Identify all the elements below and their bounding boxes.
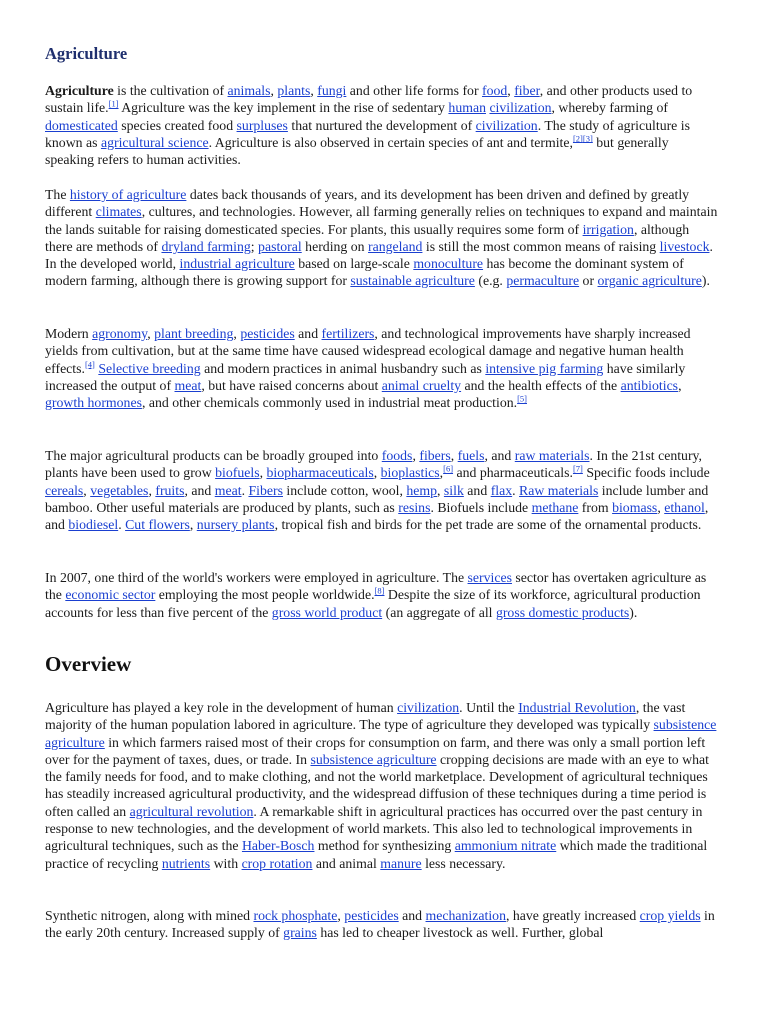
wiki-link[interactable]: methane xyxy=(531,499,579,515)
body-text: , have greatly increased xyxy=(505,908,640,923)
wiki-link[interactable]: intensive pig farming xyxy=(485,360,604,376)
wiki-link[interactable]: fruits xyxy=(155,482,185,498)
body-text: , tropical fish and birds for the pet trade are some of the ornamental products. xyxy=(274,517,702,533)
citation-superscript xyxy=(517,394,527,404)
wiki-link[interactable]: civilization xyxy=(489,100,552,116)
body-text: . Agriculture is also observed in certain species of ant and termite, xyxy=(208,134,573,150)
body-text: , xyxy=(439,465,444,481)
body-text: method for synthesizing xyxy=(314,838,455,854)
wiki-link[interactable]: ethanol xyxy=(664,499,705,515)
body-text: have similarly increased the output of xyxy=(45,360,686,393)
wiki-link[interactable]: biofuels xyxy=(215,465,260,481)
body-text: . Biofuels include xyxy=(430,499,532,515)
wiki-link[interactable]: ammonium nitrate xyxy=(454,838,557,854)
body-text: (e.g. xyxy=(474,273,507,289)
wiki-link[interactable]: industrial agriculture xyxy=(179,256,295,272)
citation-link[interactable]: [6] xyxy=(443,463,454,474)
body-text: Specific foods include xyxy=(582,465,710,481)
body-text: The xyxy=(45,187,70,202)
body-text: , and other chemicals commonly used in industrial meat production. xyxy=(141,395,518,411)
wiki-link[interactable]: raw materials xyxy=(514,448,590,463)
wiki-link[interactable]: nutrients xyxy=(161,855,211,871)
citation-link[interactable]: [4] xyxy=(84,359,95,369)
body-text: dates back thousands of years, and its development has been driven and defined by greatly different xyxy=(45,187,690,220)
body-text: in which farmers raised most of their crops for consumption on farm, and there was only a small portion left over for the payment of taxes, dues, or trade. In xyxy=(45,734,706,767)
citation-link[interactable]: [2] xyxy=(572,133,583,144)
body-text: , xyxy=(450,448,458,463)
wiki-link[interactable]: plant breeding xyxy=(154,326,234,341)
body-text: , xyxy=(337,908,345,923)
body-text: is still the most common means of raising xyxy=(422,238,660,254)
wiki-link[interactable]: Fibers xyxy=(248,482,283,498)
citation-link[interactable]: [3] xyxy=(582,133,593,144)
wiki-link[interactable]: human xyxy=(448,100,486,116)
wiki-link[interactable]: pesticides xyxy=(240,326,295,341)
body-text: , cultures, and technologies. However, all farming generally relies on techniques to expand and maintain the lands suitable for raising domesticated species. For plants, this usually requires some form of xyxy=(45,204,718,237)
wiki-link[interactable]: fiber xyxy=(514,83,540,98)
body-text: from xyxy=(578,499,613,515)
body-text: . The study of agriculture is known as xyxy=(45,117,690,150)
body-text: with xyxy=(210,855,242,871)
body-text: . A remarkable shift in agricultural practices has occurred over the past century in response to new technologies, and the development of world markets. This also led to technological improvements in agricultural techniques, such as the xyxy=(45,803,703,854)
body-text: . In the developed world, xyxy=(45,238,713,272)
wiki-link[interactable]: irrigation xyxy=(582,221,634,237)
body-text: , xyxy=(657,499,665,515)
body-text: has become the dominant system of modern farming, although there is growing support for xyxy=(45,256,684,289)
wiki-link[interactable]: agronomy xyxy=(92,326,148,341)
article-title: Agriculture xyxy=(45,44,128,63)
wiki-link[interactable]: animals xyxy=(227,83,271,98)
wiki-link[interactable]: fertilizers xyxy=(321,326,375,341)
body-text: less necessary. xyxy=(421,855,506,871)
wiki-link[interactable]: gross domestic products xyxy=(495,604,630,620)
body-text: Modern xyxy=(45,326,93,341)
wiki-link[interactable]: mechanization xyxy=(425,908,506,923)
body-text: and modern practices in animal husbandry such as xyxy=(200,360,486,376)
section-heading-overview: Overview xyxy=(45,652,132,676)
body-text: . xyxy=(512,482,520,498)
wiki-link[interactable]: Raw materials xyxy=(519,482,599,498)
wiki-link[interactable]: subsistence agriculture xyxy=(45,717,717,750)
wiki-link[interactable]: Cut flowers xyxy=(125,517,190,533)
wiki-link[interactable]: foods xyxy=(381,448,413,463)
wiki-link[interactable]: meat xyxy=(214,482,242,498)
wiki-link[interactable]: organic agriculture xyxy=(597,273,702,289)
body-text: , and xyxy=(184,482,215,498)
wiki-link[interactable]: biopharmaceuticals xyxy=(266,465,374,481)
body-text: , xyxy=(437,482,444,498)
wiki-link[interactable]: vegetables xyxy=(90,482,149,498)
wiki-link[interactable]: history of agriculture xyxy=(69,187,187,202)
citation-link[interactable]: [7] xyxy=(572,463,583,474)
citation-superscript xyxy=(109,99,119,109)
body-text: ). xyxy=(701,273,710,289)
wiki-link[interactable]: flax xyxy=(490,482,513,498)
body-text: , although there are methods of xyxy=(45,221,690,254)
body-text: and xyxy=(398,908,426,923)
wiki-link[interactable]: biodiesel xyxy=(68,517,119,533)
wiki-link[interactable]: silk xyxy=(443,482,464,498)
wiki-link[interactable]: rock phosphate xyxy=(253,908,338,923)
wiki-link[interactable]: Haber-Bosch xyxy=(241,838,315,854)
body-text: and xyxy=(294,326,322,341)
body-text: ; xyxy=(250,238,259,254)
wiki-link[interactable]: dryland farming xyxy=(161,238,251,254)
body-text: , xyxy=(373,465,381,481)
citation-superscript xyxy=(573,133,583,143)
body-text: , xyxy=(259,465,267,481)
wiki-link[interactable]: food xyxy=(481,83,508,98)
paragraph-overview xyxy=(45,699,718,872)
citation-link[interactable]: [8] xyxy=(374,585,385,596)
wiki-link[interactable]: livestock xyxy=(659,238,710,254)
wiki-link[interactable]: agricultural revolution xyxy=(129,803,254,819)
body-text: , xyxy=(507,83,515,98)
body-text: , xyxy=(678,377,682,393)
body-text: , and xyxy=(45,499,709,533)
body-text: and pharmaceuticals. xyxy=(453,465,573,481)
wiki-link[interactable]: biomass xyxy=(612,499,658,515)
body-text: and the health effects of the xyxy=(461,377,621,393)
body-text: Agriculture was the key implement in the rise of sedentary xyxy=(118,100,449,116)
wiki-link[interactable]: growth hormones xyxy=(45,395,142,411)
body-text: or xyxy=(579,273,598,289)
bold-term: Agriculture xyxy=(45,83,114,98)
body-text: is the cultivation of xyxy=(113,83,228,98)
body-text: , xyxy=(310,83,318,98)
body-text: . In the 21st century, plants have been used to grow xyxy=(45,448,703,481)
body-text: In 2007, one third of the world's workers were employed in agriculture. The xyxy=(45,570,468,585)
body-text: , but have raised concerns about xyxy=(201,377,382,393)
body-text: , xyxy=(233,326,241,341)
wiki-link[interactable]: fungi xyxy=(317,83,347,98)
body-text: has led to cheaper livestock as well. Further, global xyxy=(316,925,604,941)
citation-superscript xyxy=(443,464,453,474)
body-text: Despite the size of its workforce, agricultural production accounts for less than five percent of the xyxy=(45,587,701,620)
body-text: Agriculture has played a key role in the development of human xyxy=(45,700,398,715)
wiki-link[interactable]: subsistence agriculture xyxy=(310,751,437,767)
wiki-link[interactable]: nursery plants xyxy=(196,517,275,533)
wiki-link[interactable]: manure xyxy=(380,855,422,871)
body-text: , xyxy=(270,83,278,98)
citation-superscript xyxy=(573,464,583,474)
body-text: , xyxy=(147,326,155,341)
body-text: , xyxy=(412,448,420,463)
wiki-link[interactable]: bioplastics xyxy=(380,465,440,481)
wiki-link[interactable]: meat xyxy=(174,377,202,393)
body-text: based on large-scale xyxy=(294,256,414,272)
body-text: that nurtured the development of xyxy=(287,117,476,133)
body-text: and animal xyxy=(312,855,381,871)
body-text: cropping decisions are made with an eye to what the family needs for food, and to make clothing, and not the world marketplace. Development of agricultural techniques has steadily increased agricultural productivity, and the widespread diffusion of these techniques during a time period is often called an xyxy=(45,751,709,819)
body-text: , xyxy=(148,482,156,498)
wiki-link[interactable]: civilization xyxy=(475,117,538,133)
body-text: sector has overtaken agriculture as the xyxy=(45,570,707,603)
body-text: , and other products used to sustain life. xyxy=(45,83,693,116)
body-text: include cotton, wool, xyxy=(282,482,407,498)
citation-superscript xyxy=(85,359,95,369)
wiki-link[interactable]: crop rotation xyxy=(241,855,313,871)
body-text: , xyxy=(189,517,197,533)
body-text: species created food xyxy=(117,117,237,133)
paragraph-products xyxy=(45,447,718,533)
body-text: , xyxy=(83,482,91,498)
body-text: and xyxy=(463,482,491,498)
body-text: , whereby farming of xyxy=(551,100,668,116)
wiki-link[interactable]: cereals xyxy=(45,482,84,498)
body-text: employing the most people worldwide. xyxy=(155,587,375,603)
body-text: , and xyxy=(484,448,515,463)
body-text: but generally speaking refers to human activities. xyxy=(45,134,669,168)
wiki-link[interactable]: Industrial Revolution xyxy=(518,700,636,715)
wiki-link[interactable]: rangeland xyxy=(368,238,423,254)
wiki-link[interactable]: economic sector xyxy=(65,587,156,603)
wiki-link[interactable]: pesticides xyxy=(344,908,399,923)
paragraph-workforce xyxy=(45,569,718,621)
body-text: , the vast majority of the human population labored in agriculture. The type of agriculture they developed was typically xyxy=(45,700,686,733)
wiki-link[interactable]: services xyxy=(467,570,512,585)
wiki-link[interactable]: gross world product xyxy=(271,604,383,620)
wiki-link[interactable]: grains xyxy=(283,925,317,941)
citation-link[interactable]: [1] xyxy=(108,98,119,109)
wiki-link[interactable]: resins xyxy=(398,499,431,515)
wiki-link[interactable]: climates xyxy=(95,204,142,220)
wiki-link[interactable]: animal cruelty xyxy=(381,377,462,393)
wiki-link[interactable]: hemp xyxy=(406,482,438,498)
paragraph-intro xyxy=(45,82,718,168)
wiki-link[interactable]: pastoral xyxy=(258,238,302,254)
paragraph-history xyxy=(45,186,718,290)
body-text: include lumber and bamboo. Other useful materials are produced by plants, such as xyxy=(45,482,709,515)
body-text: (an aggregate of all xyxy=(382,604,496,620)
citation-superscript xyxy=(583,133,593,143)
body-text: in the early 20th century. Increased supply of xyxy=(45,908,715,941)
citation-link[interactable]: [5] xyxy=(517,393,527,404)
body-text: which made the traditional practice of recycling xyxy=(45,838,708,871)
wiki-link[interactable]: fibers xyxy=(419,448,451,463)
wiki-link[interactable]: civilization xyxy=(397,700,460,715)
wiki-link[interactable]: permaculture xyxy=(506,273,580,289)
paragraph-synthetic-nitrogen xyxy=(45,907,718,942)
body-text: herding on xyxy=(301,238,369,254)
body-text: . Until the xyxy=(459,700,519,715)
body-text: Synthetic nitrogen, along with mined xyxy=(45,908,254,923)
body-text: . xyxy=(118,517,126,533)
wiki-link[interactable]: antibiotics xyxy=(620,377,679,393)
wiki-link[interactable]: Selective breeding xyxy=(98,360,201,376)
wiki-link[interactable]: agricultural science xyxy=(100,134,209,150)
wiki-link[interactable]: surpluses xyxy=(236,117,288,133)
wiki-link[interactable]: crop yields xyxy=(639,908,701,923)
body-text: ). xyxy=(629,604,638,620)
paragraph-modern xyxy=(45,325,718,411)
wiki-link[interactable]: fuels xyxy=(457,448,485,463)
wiki-link[interactable]: plants xyxy=(277,83,311,98)
body-text: . xyxy=(241,482,249,498)
body-text: , and technological improvements have sharply increased yields from cultivation, but at the same time have caused widespread ecological damage and negative human health effects. xyxy=(45,326,691,376)
wiki-link[interactable]: domesticated xyxy=(45,117,118,133)
body-text: and other life forms for xyxy=(346,83,482,98)
wiki-link[interactable]: monoculture xyxy=(413,256,484,272)
citation-superscript xyxy=(375,586,385,596)
wiki-link[interactable]: sustainable agriculture xyxy=(350,273,475,289)
body-text: The major agricultural products can be broadly grouped into xyxy=(45,448,382,463)
